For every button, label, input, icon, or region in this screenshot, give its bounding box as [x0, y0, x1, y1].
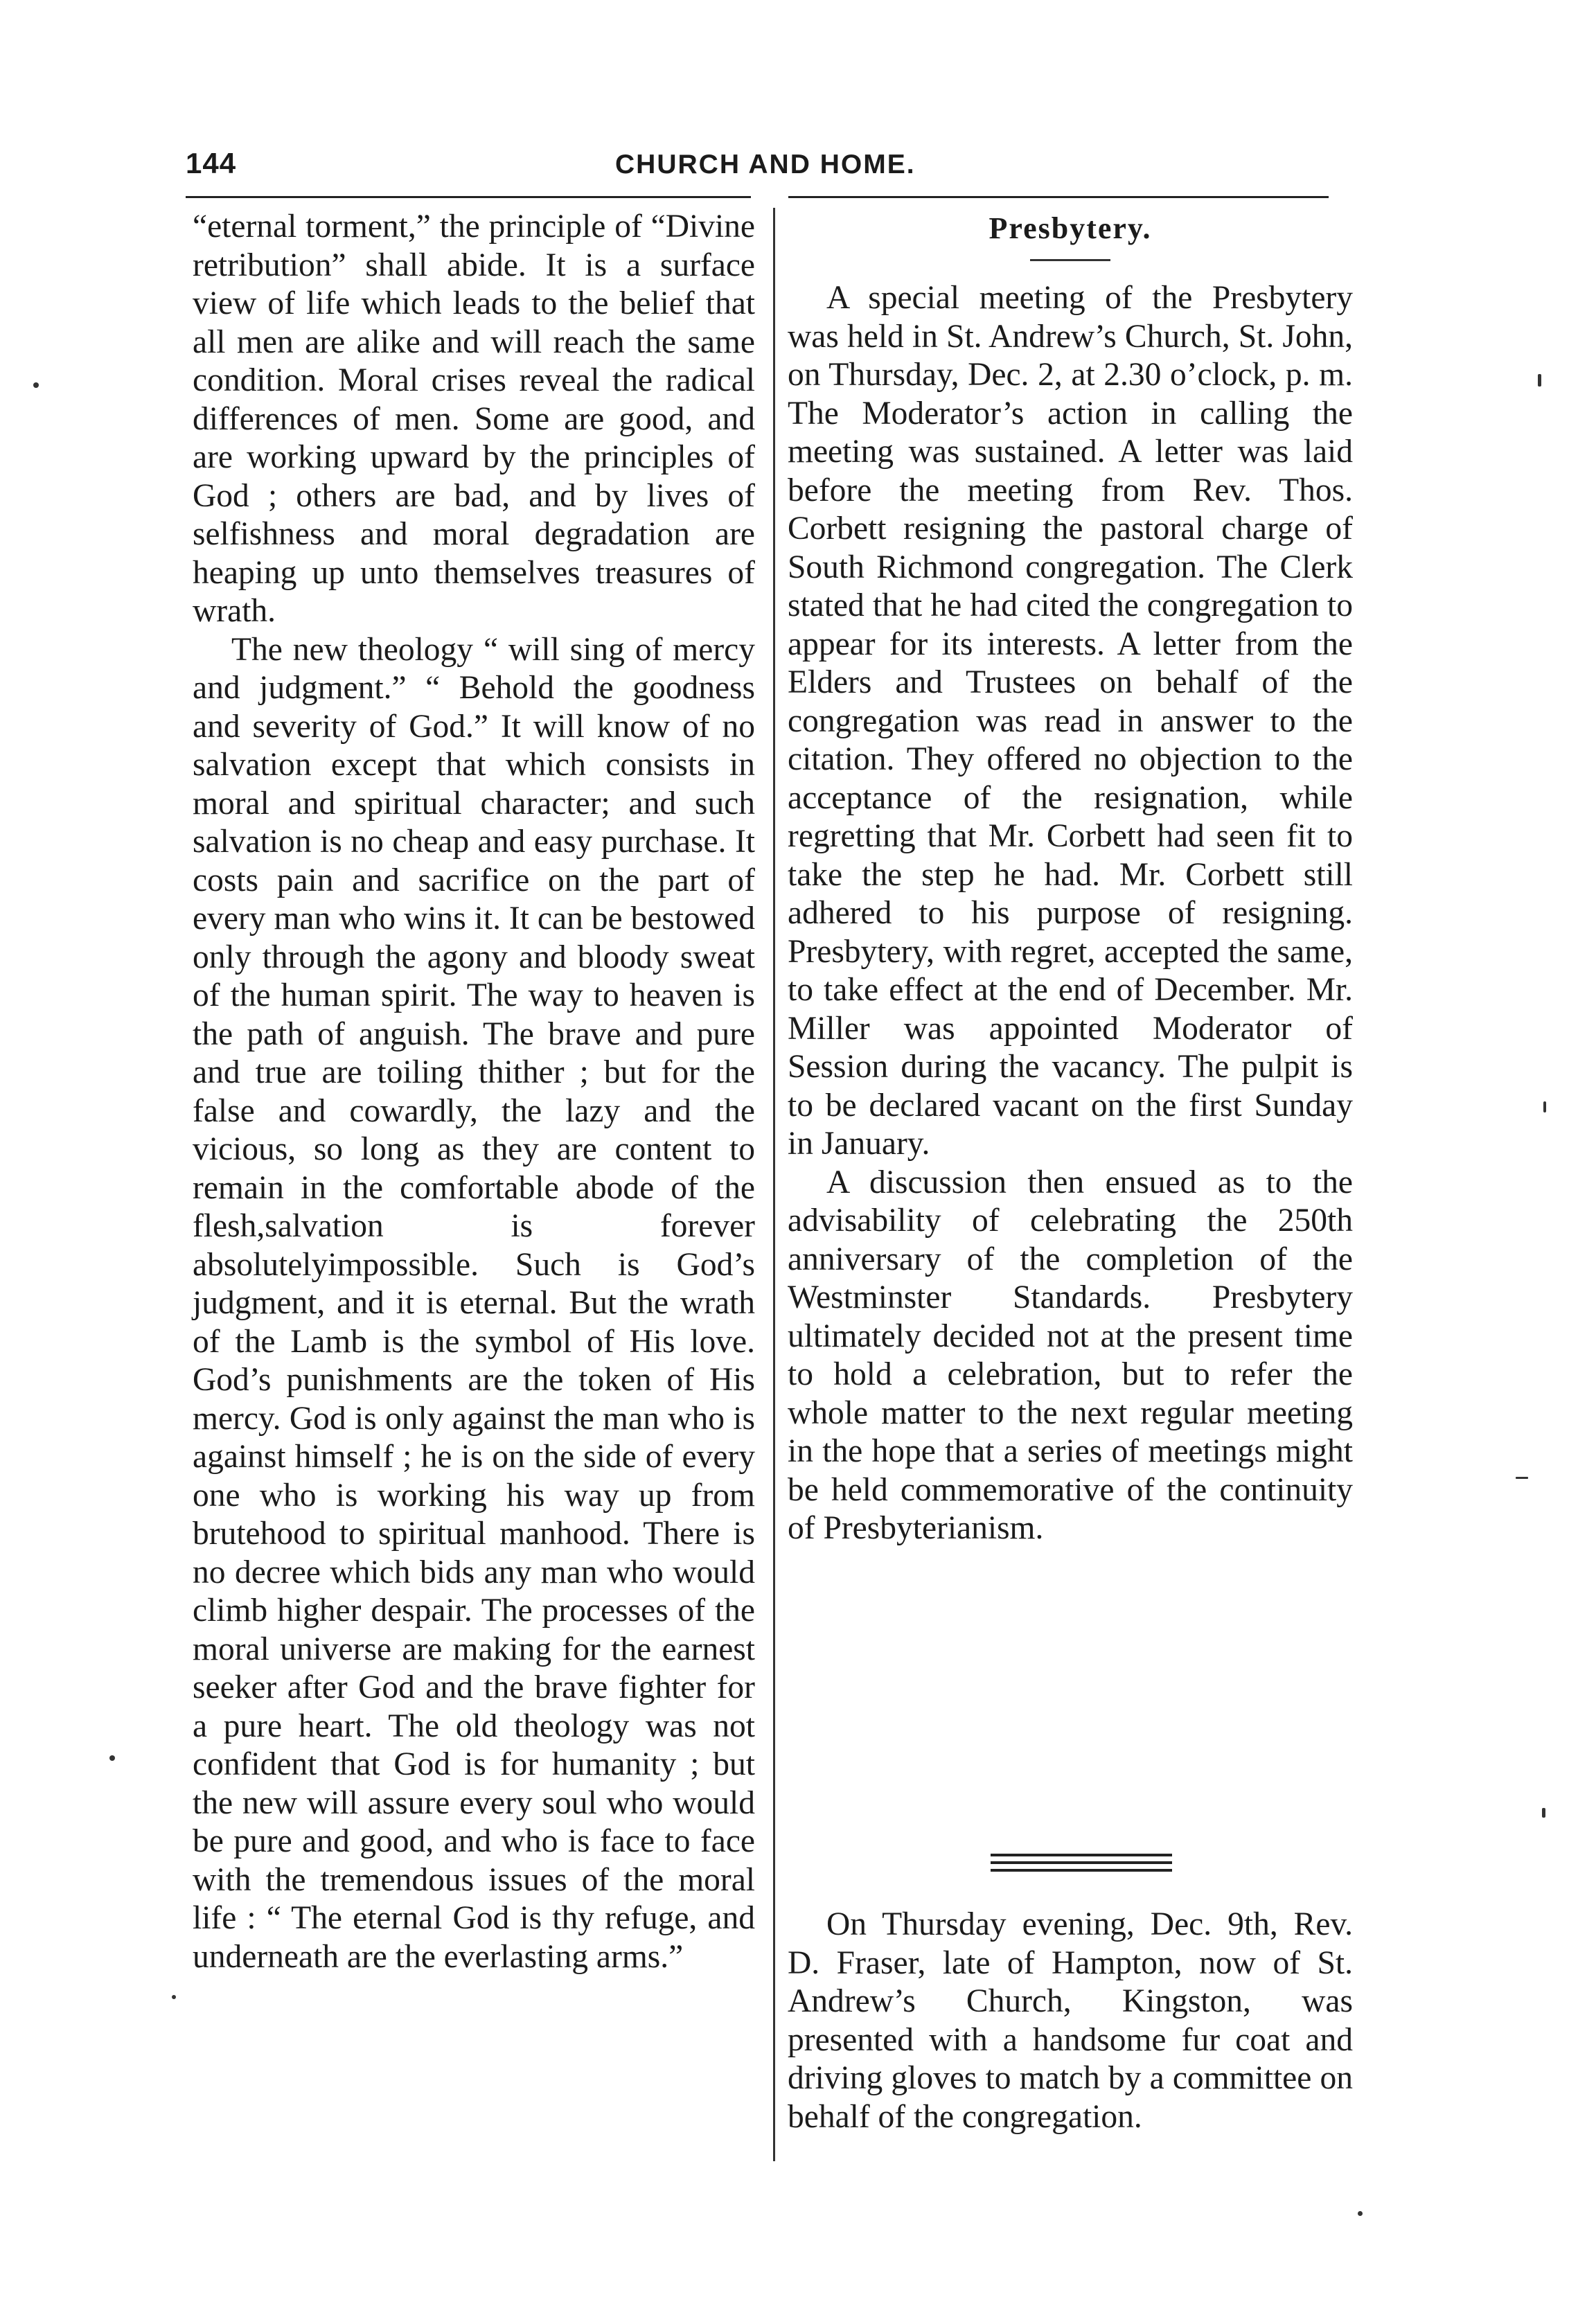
page-header — [186, 143, 1329, 191]
right-paragraph-1: A special meeting of the Presbytery was held in St. Andrew’s Church, St. John, on Thursday, Dec. 2, at 2.30 o’clock, p. m. The Moderator’s action in calling the meeting was sustained. A letter was laid before the meeting from Rev. Thos. Corbett resigning the pastoral charge of South Richmond congregation. The Clerk stated that he had cited the congregation to appear for its interests. A letter from the Elders and Trustees on behalf of the congregation was read in answer to the citation. They offered no objection to the acceptance of the resignation, while regretting that Mr. Corbett had seen fit to take the step he had. Mr. Corbett still adhered to his purpose of resigning. Presbytery, with regret, accepted the same, to take effect at the end of December. Mr. Miller was appointed Moderator of Session during the vacancy. The pulpit is to be declared vacant on the first Sunday in January. — [788, 280, 1353, 1162]
page-speck — [1538, 374, 1541, 387]
section-title: Presbytery. — [989, 211, 1152, 245]
page-speck — [109, 1755, 115, 1761]
notice-column — [788, 1906, 1353, 2136]
notice-paragraph: On Thursday evening, Dec. 9th, Rev. D. Fraser, late of Hampton, now of St. Andrew’s Church, Kingston, was presented with a handsome fur coat and driving gloves to match by a committee on behalf of the congregation. — [788, 1906, 1353, 2135]
page-speck — [1516, 1477, 1528, 1479]
page-speck — [1543, 1101, 1546, 1112]
left-paragraph-2: The new theology “ will sing of mercy and judgment.” “ Behold the goodness and severity of God.” It will know of no salvation except that which consists in moral and spiritual character; and such salvation is no cheap and easy purchase. It costs pain and sacrifice on the part of every man who wins it. It can be bestowed only through the agony and bloody sweat of the human spirit. The way to heaven is the path of anguish. The brave and pure and true are toiling thither ; but for the false and cowardly, the lazy and the vicious, so long as they are content to remain in the comfortable abode of the flesh,salvation is forever absolutelyimpossible. Such is God’s judgment, and it is eternal. But the wrath of the Lamb is the symbol of His love. God’s punishments are the token of His mercy. God is only against the man who is against himself ; he is on the side of every one who is working his way up from brutehood to spiritual manhood. There is no decree which bids any man who would climb higher despair. The processes of the moral universe are making for the earnest seeker after God and the brave fighter for a pure heart. The old theology was not confident that God is for humanity ; but the new will assure every soul who would be pure and good, and who is face to face with the tremendous issues of the moral life : “ The eternal God is thy refuge, and underneath are the everlasting arms.” — [193, 631, 755, 1975]
right-column — [788, 208, 1353, 1548]
left-column — [193, 208, 755, 1976]
column-divider — [773, 208, 775, 2161]
page-speck — [1542, 1808, 1545, 1818]
page-speck — [1358, 2211, 1363, 2216]
header-rule-left — [186, 196, 751, 198]
header-rule-right — [788, 196, 1329, 198]
page-number: 144 — [186, 147, 237, 179]
left-paragraph-1: “eternal torment,” the principle of “Divine retribution” shall abide. It is a surface view of life which leads to the belief that all men are alike and will reach the same condition. Moral crises reveal the radical differences of men. Some are good, and are working upward by the principles of God ; others are bad, and by lives of selfishness and moral degradation are heaping up unto themselves treasures of wrath. — [193, 209, 755, 629]
page-speck — [172, 1995, 176, 1999]
page-speck — [33, 382, 39, 388]
running-title: CHURCH AND HOME. — [615, 150, 916, 179]
double-rule-ornament — [991, 1854, 1172, 1879]
title-rule — [1030, 259, 1110, 261]
right-paragraph-2: A discussion then ensued as to the advisability of celebrating the 250th anniversary of the completion of the Westminster Standards. Presbytery ultimately decided not at the present time to hold a celebration, but to refer the whole matter to the next regular meeting in the hope that a series of meetings might be held commemorative of the continuity of Presbyterianism. — [788, 1164, 1353, 1546]
